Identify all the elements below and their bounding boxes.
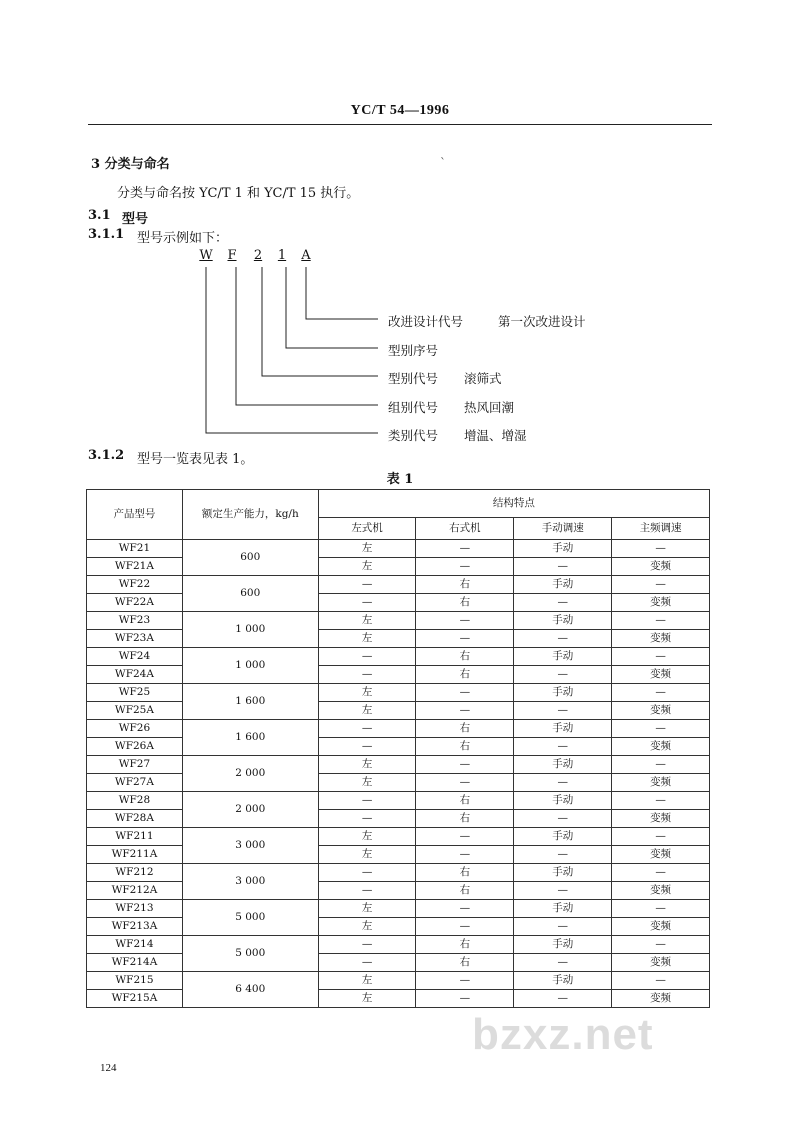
- cell-manual: 手动: [514, 576, 612, 594]
- cell-right: —: [416, 702, 514, 720]
- cell-model: WF212A: [87, 882, 183, 900]
- table-row: [87, 990, 710, 1008]
- model-value-group-code: 热风回潮: [464, 400, 515, 415]
- cell-capacity: 1 600: [182, 720, 318, 756]
- cell-right: —: [416, 972, 514, 990]
- cell-manual: 手动: [514, 972, 612, 990]
- cell-left: 左: [318, 558, 416, 576]
- cell-model: WF211: [87, 828, 183, 846]
- cell-right: 右: [416, 954, 514, 972]
- cell-vfd: —: [612, 828, 710, 846]
- cell-model: WF212: [87, 864, 183, 882]
- cell-model: WF28A: [87, 810, 183, 828]
- cell-model: WF23A: [87, 630, 183, 648]
- cell-vfd: 变频: [612, 702, 710, 720]
- cell-left: 左: [318, 630, 416, 648]
- cell-right: —: [416, 612, 514, 630]
- cell-left: 左: [318, 684, 416, 702]
- cell-right: 右: [416, 864, 514, 882]
- cell-model: WF21A: [87, 558, 183, 576]
- cell-left: —: [318, 594, 416, 612]
- cell-left: 左: [318, 918, 416, 936]
- cell-manual: 手动: [514, 540, 612, 558]
- table-row: [87, 954, 710, 972]
- cell-model: WF211A: [87, 846, 183, 864]
- cell-manual: —: [514, 918, 612, 936]
- cell-model: WF25A: [87, 702, 183, 720]
- table-row: [87, 846, 710, 864]
- cell-right: —: [416, 558, 514, 576]
- table-row: [87, 864, 710, 882]
- table-row: [87, 612, 710, 630]
- section-3-1-1-text: 型号示例如下：: [137, 231, 229, 246]
- cell-vfd: 变频: [612, 990, 710, 1008]
- header-structure: 结构特点: [318, 490, 709, 518]
- header-capacity: 额定生产能力，kg/h: [182, 490, 318, 540]
- cell-left: 左: [318, 846, 416, 864]
- cell-right: 右: [416, 792, 514, 810]
- cell-vfd: 变频: [612, 594, 710, 612]
- cell-left: 左: [318, 990, 416, 1008]
- cell-manual: 手动: [514, 684, 612, 702]
- table-row: [87, 720, 710, 738]
- cell-left: 左: [318, 828, 416, 846]
- model-table: [86, 489, 710, 1008]
- header-manual: 手动调速: [514, 518, 612, 540]
- model-letter: A: [301, 248, 311, 263]
- cell-left: —: [318, 576, 416, 594]
- cell-right: —: [416, 540, 514, 558]
- model-label-improvement: 改进设计代号: [388, 314, 464, 329]
- cell-right: —: [416, 630, 514, 648]
- table-row: [87, 630, 710, 648]
- cell-manual: 手动: [514, 936, 612, 954]
- cell-vfd: —: [612, 576, 710, 594]
- section-3-body: 分类与命名按 YC/T 1 和 YC/T 15 执行。: [117, 186, 360, 201]
- cell-manual: —: [514, 630, 612, 648]
- table-row: [87, 738, 710, 756]
- table-row: [87, 810, 710, 828]
- cell-model: WF27: [87, 756, 183, 774]
- cell-model: WF26: [87, 720, 183, 738]
- section-3-1-title: 型号: [122, 212, 149, 227]
- cell-right: —: [416, 990, 514, 1008]
- table-row: [87, 936, 710, 954]
- cell-left: —: [318, 792, 416, 810]
- model-label-group-code: 组别代号: [388, 400, 439, 415]
- cell-right: —: [416, 900, 514, 918]
- cell-capacity: 1 600: [182, 684, 318, 720]
- cell-vfd: 变频: [612, 666, 710, 684]
- table-row: [87, 702, 710, 720]
- cell-left: —: [318, 954, 416, 972]
- table-row: [87, 666, 710, 684]
- table-row: [87, 882, 710, 900]
- page-number: 124: [100, 1062, 117, 1074]
- header-model: 产品型号: [87, 490, 183, 540]
- header-vfd: 主频调速: [612, 518, 710, 540]
- cell-left: 左: [318, 702, 416, 720]
- model-letter: W: [199, 248, 213, 263]
- cell-left: 左: [318, 900, 416, 918]
- cell-vfd: —: [612, 720, 710, 738]
- cell-model: WF21: [87, 540, 183, 558]
- section-3-1-2-number: 3.1.2: [88, 448, 125, 463]
- section-3-1-number: 3.1: [88, 208, 111, 223]
- cell-model: WF24: [87, 648, 183, 666]
- cell-capacity: 3 000: [182, 828, 318, 864]
- cell-model: WF28: [87, 792, 183, 810]
- cell-vfd: —: [612, 540, 710, 558]
- cell-manual: —: [514, 666, 612, 684]
- cell-capacity: 600: [182, 576, 318, 612]
- cell-right: 右: [416, 936, 514, 954]
- cell-manual: —: [514, 990, 612, 1008]
- cell-model: WF215A: [87, 990, 183, 1008]
- cell-model: WF22A: [87, 594, 183, 612]
- cell-capacity: 600: [182, 540, 318, 576]
- cell-model: WF213A: [87, 918, 183, 936]
- cell-left: 左: [318, 774, 416, 792]
- table-row: [87, 918, 710, 936]
- model-label-category-code: 类别代号: [388, 428, 439, 443]
- table-row: [87, 972, 710, 990]
- cell-right: 右: [416, 882, 514, 900]
- model-letter: F: [227, 248, 237, 263]
- table-row: [87, 900, 710, 918]
- model-value-type-code: 滚筛式: [464, 371, 502, 386]
- cell-capacity: 1 000: [182, 648, 318, 684]
- header-code: YC/T 54—1996: [350, 103, 450, 118]
- table-row: [87, 594, 710, 612]
- table-row: [87, 576, 710, 594]
- model-label-type-serial: 型别序号: [388, 343, 439, 358]
- section-3-1-2-text: 型号一览表见表 1。: [137, 452, 254, 467]
- cell-manual: —: [514, 954, 612, 972]
- cell-left: —: [318, 864, 416, 882]
- section-3-title: 3 分类与命名: [91, 157, 170, 172]
- table-row: [87, 828, 710, 846]
- cell-manual: —: [514, 558, 612, 576]
- cell-model: WF213: [87, 900, 183, 918]
- model-label-type-code: 型别代号: [388, 371, 439, 386]
- cell-manual: 手动: [514, 612, 612, 630]
- cell-capacity: 5 000: [182, 936, 318, 972]
- cell-right: —: [416, 774, 514, 792]
- cell-vfd: 变频: [612, 846, 710, 864]
- cell-vfd: 变频: [612, 630, 710, 648]
- cell-vfd: 变频: [612, 810, 710, 828]
- cell-model: WF24A: [87, 666, 183, 684]
- cell-right: 右: [416, 648, 514, 666]
- cell-right: 右: [416, 576, 514, 594]
- cell-manual: 手动: [514, 900, 612, 918]
- cell-capacity: 2 000: [182, 792, 318, 828]
- cell-left: 左: [318, 756, 416, 774]
- cell-left: —: [318, 666, 416, 684]
- cell-vfd: —: [612, 864, 710, 882]
- cell-vfd: —: [612, 612, 710, 630]
- table-title: 表 1: [386, 472, 414, 487]
- cell-capacity: 1 000: [182, 612, 318, 648]
- header-right: 右式机: [416, 518, 514, 540]
- cell-right: —: [416, 828, 514, 846]
- cell-vfd: 变频: [612, 738, 710, 756]
- cell-model: WF214A: [87, 954, 183, 972]
- cell-model: WF215: [87, 972, 183, 990]
- cell-manual: 手动: [514, 720, 612, 738]
- table-body: [87, 540, 710, 1008]
- cell-left: —: [318, 648, 416, 666]
- cell-capacity: 5 000: [182, 900, 318, 936]
- table-row: [87, 684, 710, 702]
- cell-manual: —: [514, 882, 612, 900]
- cell-right: 右: [416, 810, 514, 828]
- cell-manual: —: [514, 702, 612, 720]
- stray-mark: `: [440, 156, 446, 170]
- cell-manual: —: [514, 774, 612, 792]
- cell-vfd: —: [612, 900, 710, 918]
- cell-manual: 手动: [514, 756, 612, 774]
- cell-manual: 手动: [514, 792, 612, 810]
- cell-manual: —: [514, 738, 612, 756]
- cell-manual: —: [514, 594, 612, 612]
- cell-vfd: 变频: [612, 882, 710, 900]
- cell-model: WF214: [87, 936, 183, 954]
- cell-model: WF25: [87, 684, 183, 702]
- cell-left: —: [318, 810, 416, 828]
- cell-vfd: —: [612, 756, 710, 774]
- header-left: 左式机: [318, 518, 416, 540]
- table-row: [87, 756, 710, 774]
- cell-left: —: [318, 882, 416, 900]
- cell-right: 右: [416, 666, 514, 684]
- cell-right: —: [416, 756, 514, 774]
- watermark: bzxz.net: [472, 1010, 654, 1059]
- cell-left: —: [318, 738, 416, 756]
- table-row: [87, 558, 710, 576]
- table-row: [87, 792, 710, 810]
- table-row: [87, 540, 710, 558]
- cell-capacity: 3 000: [182, 864, 318, 900]
- cell-vfd: —: [612, 684, 710, 702]
- table-row: [87, 648, 710, 666]
- cell-model: WF22: [87, 576, 183, 594]
- cell-vfd: —: [612, 936, 710, 954]
- cell-model: WF26A: [87, 738, 183, 756]
- cell-left: 左: [318, 540, 416, 558]
- table-row: [87, 774, 710, 792]
- cell-right: 右: [416, 738, 514, 756]
- cell-manual: —: [514, 846, 612, 864]
- cell-left: 左: [318, 972, 416, 990]
- cell-right: —: [416, 684, 514, 702]
- cell-model: WF23: [87, 612, 183, 630]
- cell-left: 左: [318, 612, 416, 630]
- cell-vfd: 变频: [612, 558, 710, 576]
- cell-right: —: [416, 846, 514, 864]
- cell-right: 右: [416, 720, 514, 738]
- cell-capacity: 6 400: [182, 972, 318, 1008]
- cell-manual: 手动: [514, 648, 612, 666]
- cell-vfd: 变频: [612, 774, 710, 792]
- cell-vfd: —: [612, 972, 710, 990]
- cell-left: —: [318, 936, 416, 954]
- cell-left: —: [318, 720, 416, 738]
- cell-vfd: 变频: [612, 918, 710, 936]
- cell-vfd: —: [612, 648, 710, 666]
- cell-vfd: —: [612, 792, 710, 810]
- cell-right: —: [416, 918, 514, 936]
- cell-manual: 手动: [514, 828, 612, 846]
- model-letter: 2: [253, 248, 263, 263]
- cell-manual: —: [514, 810, 612, 828]
- model-value-improvement: 第一次改进设计: [498, 314, 586, 329]
- model-letter: 1: [277, 248, 287, 263]
- cell-model: WF27A: [87, 774, 183, 792]
- cell-right: 右: [416, 594, 514, 612]
- model-value-category-code: 增温、增湿: [464, 428, 527, 443]
- section-3-1-1-number: 3.1.1: [88, 227, 125, 242]
- cell-capacity: 2 000: [182, 756, 318, 792]
- cell-manual: 手动: [514, 864, 612, 882]
- cell-vfd: 变频: [612, 954, 710, 972]
